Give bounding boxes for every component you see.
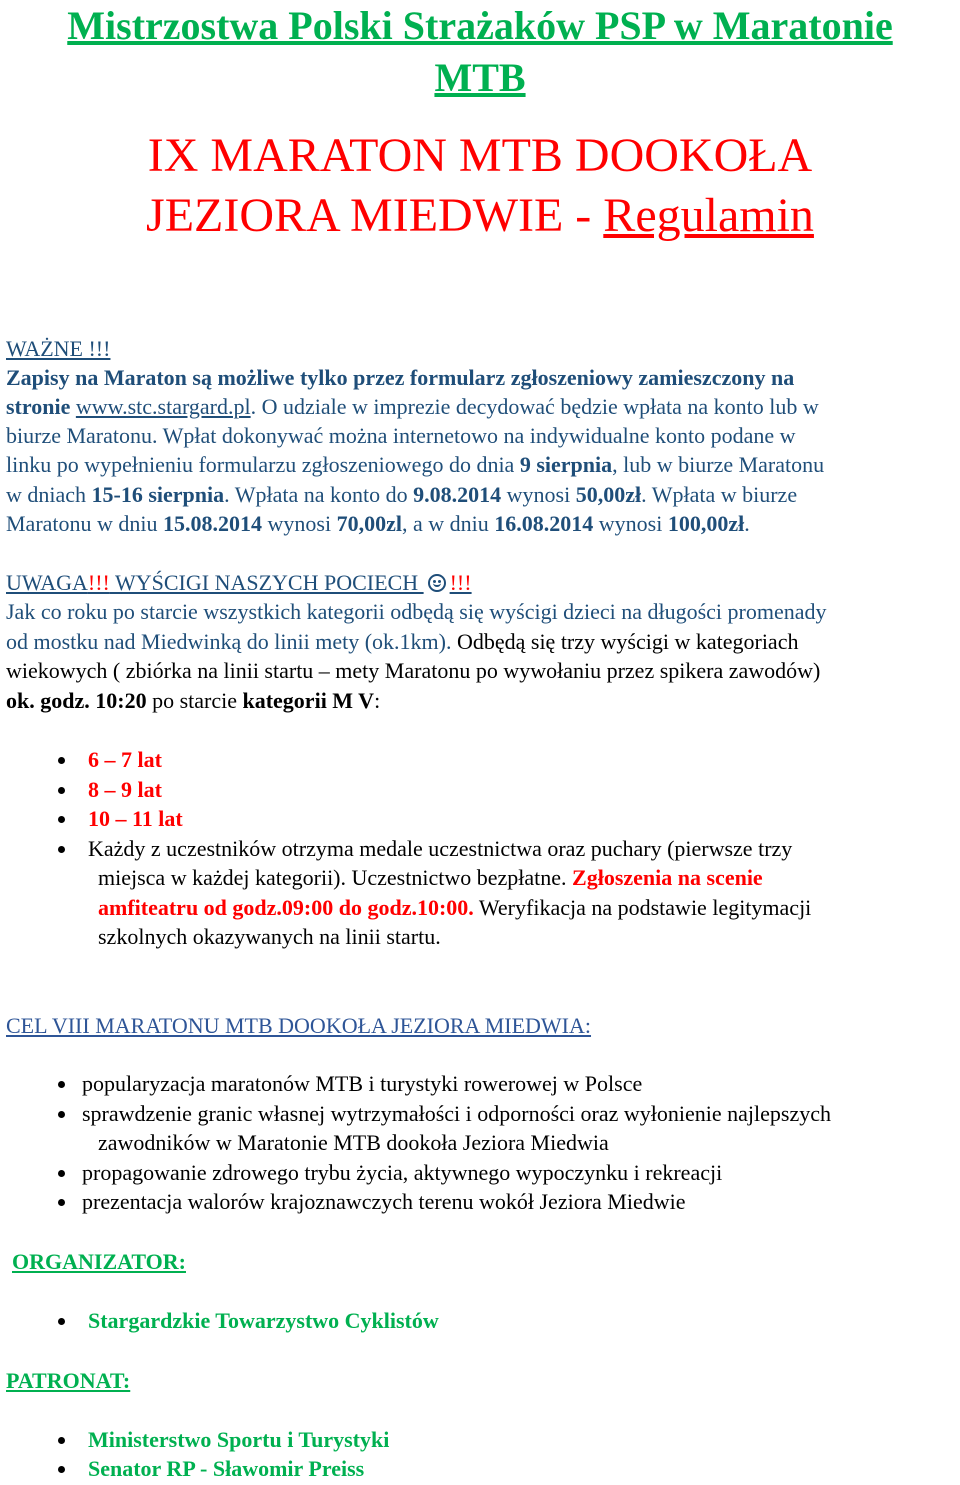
goal-item: propagowanie zdrowego trybu życia, aktywnego wypoczynku i rekreacji — [82, 1160, 723, 1185]
marathon-title — [0, 126, 960, 246]
important-heading: WAŻNE !!! — [6, 336, 111, 361]
patron-item: Ministerstwo Sportu i Turystyki — [88, 1427, 390, 1452]
kids-line: wiekowych ( zbiórka na linii startu – mety Maratonu po wywołaniu przez spikera zawodów) — [6, 658, 821, 683]
goal-item: zawodników w Maratonie MTB dookoła Jeziora Miedwia — [98, 1130, 609, 1155]
goal-item: prezentacja walorów krajoznawczych terenu wokół Jeziora Miedwie — [82, 1189, 686, 1214]
bullet-icon — [58, 1318, 65, 1325]
bullet-icon — [58, 1081, 65, 1088]
event-title — [0, 0, 960, 104]
website-link[interactable]: www.stc.stargard.pl — [75, 394, 251, 419]
kids-note: miejsca w każdej kategorii). Uczestnictwo bezpłatne. Zgłoszenia na scenie — [98, 865, 763, 890]
important-line: stronie www.stc.stargard.pl. O udziale w imprezie decydować będzie wpłata na konto lub w — [6, 394, 819, 419]
bullet-icon — [58, 1199, 65, 1206]
event-title-line2: MTB — [434, 55, 526, 100]
kids-line: od mostku nad Miedwinką do linii mety (ok.1km). Odbędą się trzy wyścigi w kategoriach — [6, 629, 799, 654]
age-category: 8 – 9 lat — [88, 777, 162, 802]
bullet-icon — [58, 787, 65, 794]
important-line: linku po wypełnieniu formularzu zgłoszeniowego do dnia 9 sierpnia, lub w biurze Maratonu — [6, 452, 825, 477]
age-category: 6 – 7 lat — [88, 747, 162, 772]
kids-note: szkolnych okazywanych na linii startu. — [98, 924, 441, 949]
important-line: Zapisy na Maraton są możliwe tylko przez formularz zgłoszeniowy zamieszczony na — [6, 365, 795, 390]
bullet-icon — [58, 1170, 65, 1177]
age-category: 10 – 11 lat — [88, 806, 183, 831]
regulamin-label: Regulamin — [603, 189, 814, 242]
important-line: biurze Maratonu. Wpłat dokonywać można internetowo na indywidualne konto podane w — [6, 423, 796, 448]
kids-line: ok. godz. 10:20 po starcie kategorii M V: — [6, 688, 381, 713]
goals-heading: CEL VIII MARATONU MTB DOOKOŁA JEZIORA MIEDWIA: — [6, 1013, 592, 1038]
kids-heading: UWAGA!!! WYŚCIGI NASZYCH POCIECH !!! — [6, 570, 472, 595]
organizer-item: Stargardzkie Towarzystwo Cyklistów — [88, 1308, 439, 1333]
event-title-line1: Mistrzostwa Polski Strażaków PSP w Maratonie — [67, 3, 893, 48]
patron-heading: PATRONAT: — [6, 1368, 131, 1393]
bullet-icon — [58, 1437, 65, 1444]
smiley-icon — [428, 574, 446, 592]
bullet-icon — [58, 816, 65, 823]
bullet-icon — [58, 1466, 65, 1473]
bullet-icon — [58, 1111, 65, 1118]
patron-item: Senator RP - Sławomir Preiss — [88, 1456, 365, 1481]
marathon-title-line2: JEZIORA MIEDWIE - — [146, 189, 604, 242]
goal-item: popularyzacja maratonów MTB i turystyki rowerowej w Polsce — [82, 1071, 643, 1096]
bullet-icon — [58, 846, 65, 853]
marathon-title-line1: IX MARATON MTB DOOKOŁA — [147, 129, 813, 182]
kids-line: Jak co roku po starcie wszystkich kategorii odbędą się wyścigi dzieci na długości promenady — [6, 599, 827, 624]
bullet-icon — [58, 757, 65, 764]
kids-note: amfiteatru od godz.09:00 do godz.10:00. Weryfikacja na podstawie legitymacji — [98, 895, 812, 920]
organizer-heading: ORGANIZATOR: — [12, 1249, 186, 1274]
important-line: w dniach 15-16 sierpnia. Wpłata na konto do 9.08.2014 wynosi 50,00zł. Wpłata w biurze — [6, 482, 798, 507]
important-line: Maratonu w dniu 15.08.2014 wynosi 70,00zl, a w dniu 16.08.2014 wynosi 100,00zł. — [6, 511, 750, 536]
goal-item: sprawdzenie granic własnej wytrzymałości i odporności oraz wyłonienie najlepszych — [82, 1101, 831, 1126]
kids-note: Każdy z uczestników otrzyma medale uczestnictwa oraz puchary (pierwsze trzy — [88, 836, 793, 861]
